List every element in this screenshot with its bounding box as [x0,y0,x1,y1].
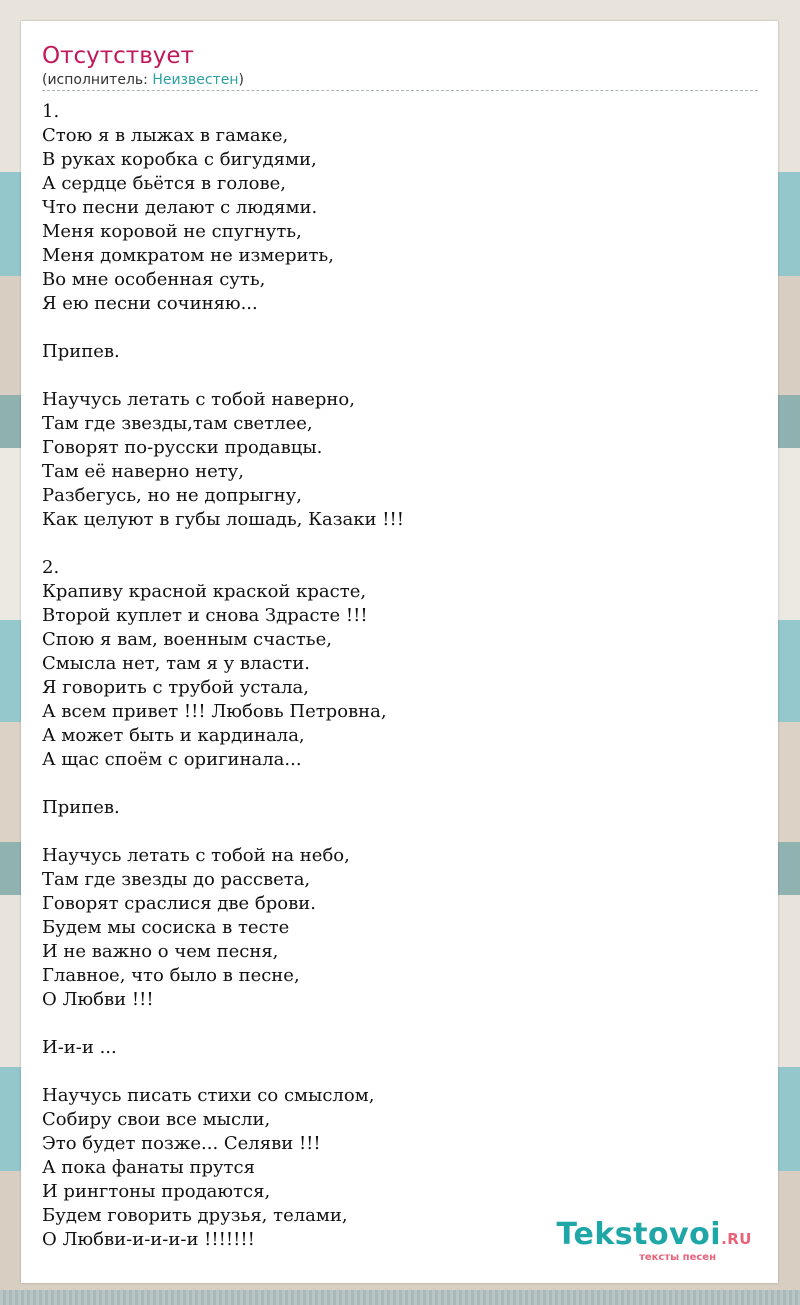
logo-tagline: тексты песен [639,1252,716,1263]
performer-suffix: ) [238,72,244,88]
performer-link[interactable]: Неизвестен [152,72,239,88]
lyrics-card [21,21,778,1283]
logo-wordmark [556,1217,752,1254]
bottom-border [0,1290,800,1305]
performer-prefix: (исполнитель: [42,72,153,88]
title-divider [42,90,758,91]
logo-main-text: Tekstovoi [556,1217,722,1252]
logo-tld: .RU [721,1230,752,1248]
song-title: Отсутствует [42,43,194,69]
lyrics-text: 1. Стою я в лыжах в гамаке, В руках коробка с бигудями, А сердце бьётся в голове, Что песни делают с людями. Меня коровой не спугнуть, Меня домкратом не измерить, Во мне особенная суть, Я ею песни сочиняю... Припев. Научусь летать с тобой наверно, Там где звезды,там светлее, Говорят по-русски продавцы. Там её наверно нету, Разбегусь, но не допрыгну, Как целуют в губы лошадь, Казаки !!! 2. Крапиву красной краской красте, Второй куплет и снова Здрасте !!! Спою я вам, военным счастье, Смысла нет, там я у власти. Я говорить с трубой устала, А всем привет !!! Любовь Петровна, А может быть и кардинала, А щас споём с оригинала... Припев. Научусь летать с тобой на небо, Там где звезды до рассвета, Говорят сраслися две брови. Будем мы сосиска в тесте И не важно о чем песня, Главное, что было в песне, О Любви !!! И-и-и ... Научусь писать стихи со смыслом, Собиру свои все мысли, Это будет позже... Селяви !!! А пока фанаты прутся И рингтоны продаются, Будем говорить друзья, телами, О Любви-и-и-и-и !!!!!!! [42,101,404,1250]
performer-line [42,71,244,89]
site-logo[interactable] [556,1217,752,1263]
